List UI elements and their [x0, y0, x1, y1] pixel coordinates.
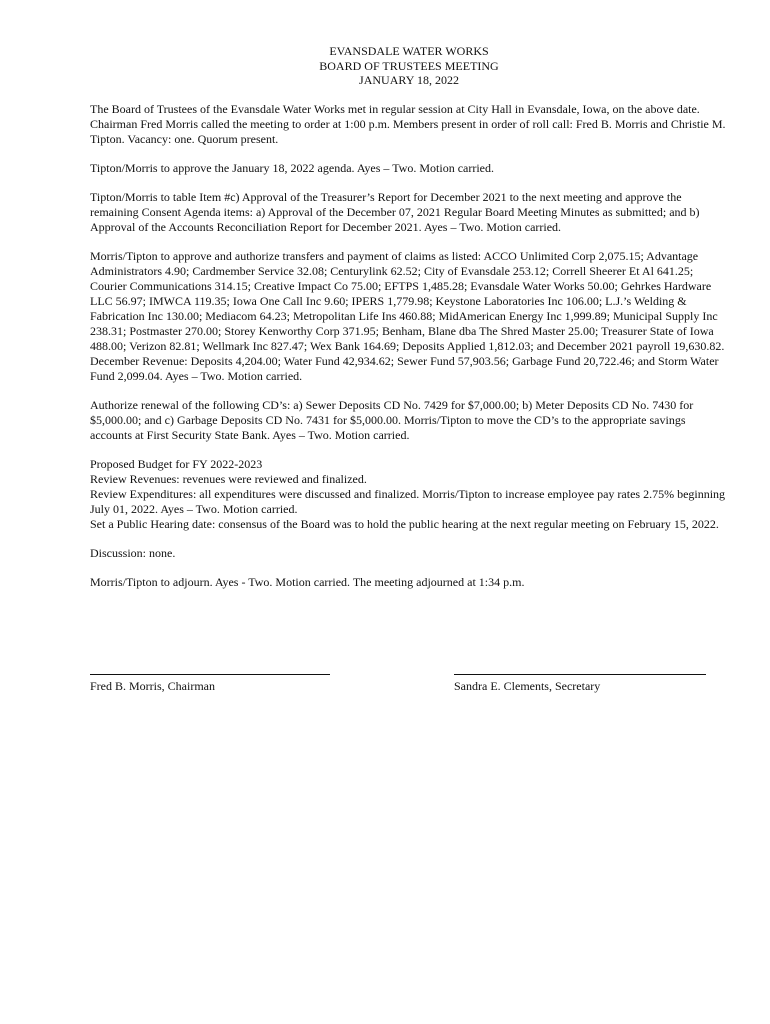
- intro-paragraph: [90, 102, 728, 147]
- org-name: EVANSDALE WATER WORKS: [329, 44, 489, 58]
- budget-expenditures: Review Expenditures: all expenditures were discussed and finalized. Morris/Tipton to increase employee pay rates 2.75% beginning July 01, 2022. Ayes – Two. Motion carried.: [90, 486, 726, 516]
- budget-title: Proposed Budget for FY 2022-2023: [90, 456, 263, 471]
- secretary-signature: [454, 668, 704, 694]
- chairman-signature: [90, 668, 340, 694]
- revenue-text: December Revenue: Deposits 4,204.00; Water Fund 42,934.62; Sewer Fund 57,903.56; Garbage Fund 20,722.46; and Storm Water Fund 2,099.04. Ayes – Two. Motion carried.: [90, 353, 719, 383]
- budget-hearing: Set a Public Hearing date: consensus of the Board was to hold the public hearing at the next regular meeting on February 15, 2022.: [90, 516, 719, 531]
- claims-paragraph: [90, 249, 728, 384]
- discussion-text: Discussion: none.: [90, 545, 176, 560]
- document-header: [90, 44, 728, 88]
- claims-text: Morris/Tipton to approve and authorize transfers and payment of claims as listed: ACCO Unlimited Corp 2,075.15; Advantage Administrators 4.90; Cardmember Service 32.08; Centurylink 62.52; City of Evansdale 253.12; Correll Sheerer Et Al 641.25; Courier Communications 314.15; Creative Impact Co 75.00; EFTPS 1,485.28; Evansdale Water Works 50.00; Gehrkes Hardware LLC 56.97; IMWCA 119.35; Iowa One Call Inc 9.60; IPERS 1,779.98; Keystone Laboratories Inc 106.00; L.J.’s Welding & Fabrication Inc 130.00; Mediacom 64.23; Metropolitan Life Ins 460.88; MidAmerican Energy Inc 1,999.89; Municipal Supply Inc 238.31; Postmaster 270.00; Storey Kenworthy Corp 371.95; Benham, Blane dba The Shred Master 25.00; Treasurer State of Iowa 488.00; Verizon 82.81; Wellmark Inc 827.47; Wex Bank 164.69; Deposits Applied 1,812.03; and December 2021 payroll 19,630.82.: [90, 248, 725, 353]
- budget-section: [90, 457, 728, 532]
- meeting-title: BOARD OF TRUSTEES MEETING: [319, 58, 499, 73]
- agenda-paragraph: [90, 161, 728, 176]
- signature-line: [90, 674, 330, 675]
- secretary-name: Sandra E. Clements, Secretary: [454, 679, 601, 693]
- consent-paragraph: [90, 190, 728, 235]
- meeting-date: JANUARY 18, 2022: [359, 73, 459, 87]
- minutes-document: [90, 44, 728, 604]
- intro-text: The Board of Trustees of the Evansdale Water Works met in regular session at City Hall in Evansdale, Iowa, on the above date. Chairman Fred Morris called the meeting to order at 1:00 p.m. Members present in order of roll call: Fred B. Morris and Christie M. Tipton. Vacancy: one. Quorum present.: [90, 101, 726, 146]
- adjourn-text: Morris/Tipton to adjourn. Ayes - Two. Motion carried. The meeting adjourned at 1:34 p.m.: [90, 574, 525, 589]
- adjourn-paragraph: [90, 575, 728, 590]
- signature-line: [454, 674, 706, 675]
- cds-text: Authorize renewal of the following CD’s: a) Sewer Deposits CD No. 7429 for $7,000.00; b) Meter Deposits CD No. 7430 for $5,000.00; and c) Garbage Deposits CD No. 7431 for $5,000.00. Morris/Tipton to move the CD’s to the appropriate savings accounts at First Security State Bank. Ayes – Two. Motion carried.: [90, 397, 694, 442]
- chairman-name: Fred B. Morris, Chairman: [90, 679, 215, 693]
- cds-paragraph: [90, 398, 728, 443]
- consent-text: Tipton/Morris to table Item #c) Approval of the Treasurer’s Report for December 2021 to the next meeting and approve the remaining Consent Agenda items: a) Approval of the December 07, 2021 Regular Board Meeting Minutes as submitted; and b) Approval of the Accounts Reconciliation Report for December 2021. Ayes – Two. Motion carried.: [90, 189, 700, 234]
- budget-revenues: Review Revenues: revenues were reviewed and finalized.: [90, 471, 367, 486]
- discussion-paragraph: [90, 546, 728, 561]
- agenda-text: Tipton/Morris to approve the January 18, 2022 agenda. Ayes – Two. Motion carried.: [90, 160, 494, 175]
